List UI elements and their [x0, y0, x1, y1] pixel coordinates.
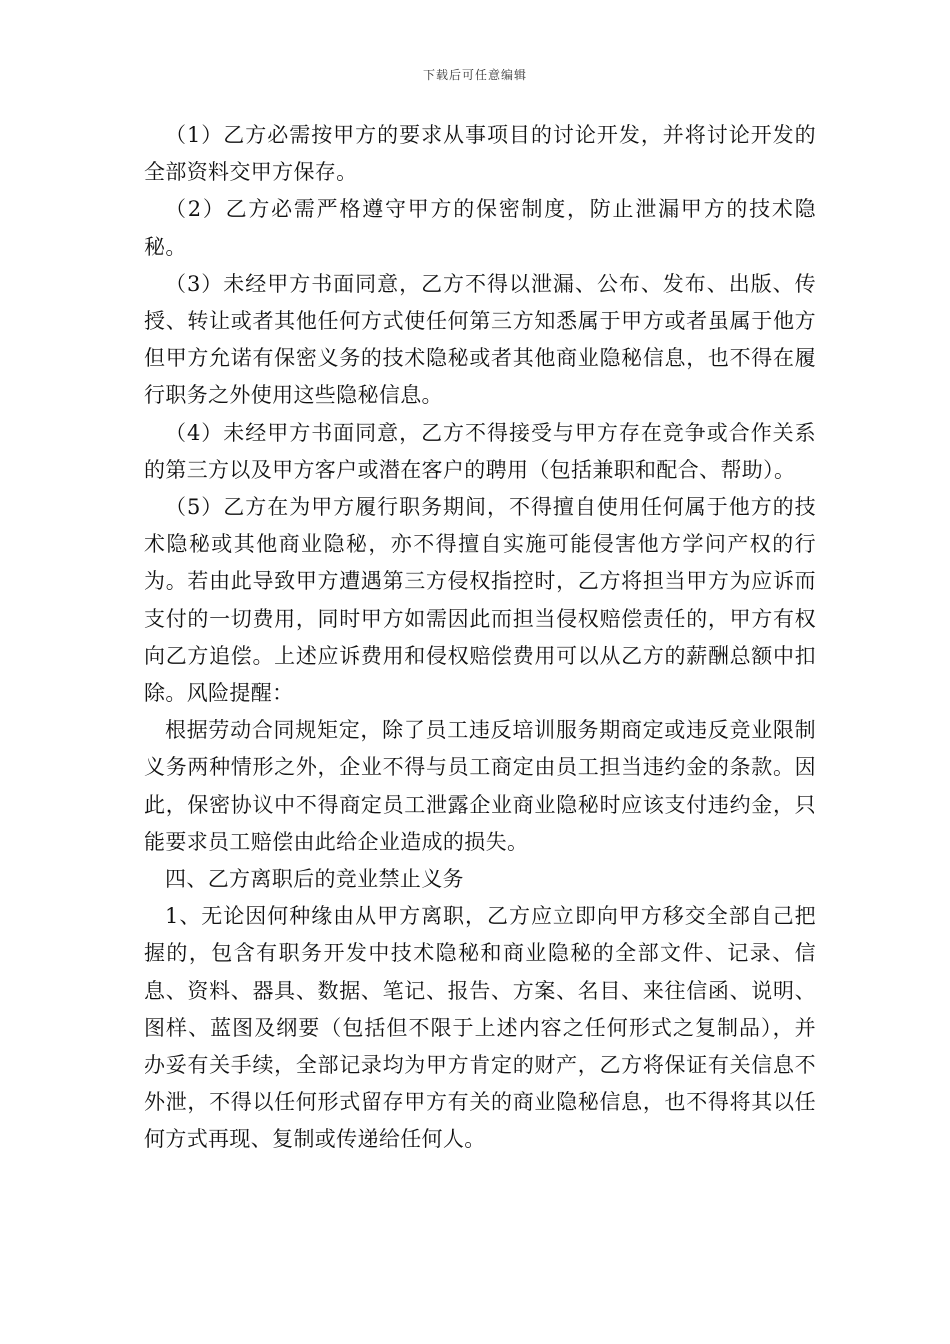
paragraph-clause-2: （2）乙方必需严格遵守甲方的保密制度，防止泄漏甲方的技术隐秘。	[144, 197, 816, 259]
paragraph-risk-note: 根据劳动合同规矩定，除了员工违反培训服务期商定或违反竞业限制义务两种情形之外，企业不得与员工商定由员工担当违约金的条款。因此，保密协议中不得商定员工泄露企业商业隐秘时应该支付违约金，只能要求员工赔偿由此给企业造成的损失。	[144, 718, 816, 854]
paragraph-clause-1: （1）乙方必需按甲方的要求从事项目的讨论开发，并将讨论开发的全部资料交甲方保存。	[144, 123, 816, 185]
section-heading-4: 四、乙方离职后的竞业禁止义务	[165, 867, 464, 892]
paragraph-clause-5: （5）乙方在为甲方履行职务期间，不得擅自使用任何属于他方的技术隐秘或其他商业隐秘，亦不得擅自实施可能侵害他方学问产权的行为。若由此导致甲方遭遇第三方侵权指控时，乙方将担当甲方为应诉而支付的一切费用，同时甲方如需因此而担当侵权赔偿责任的，甲方有权向乙方追偿。上述应诉费用和侵权赔偿费用可以从乙方的薪酬总额中扣除。风险提醒：	[144, 495, 816, 706]
paragraph-section4-item-1: 1、无论因何种缘由从甲方离职，乙方应立即向甲方移交全部自己把握的，包含有职务开发中技术隐秘和商业隐秘的全部文件、记录、信息、资料、器具、数据、笔记、报告、方案、名目、来往信函、说明、图样、蓝图及纲要（包括但不限于上述内容之任何形式之复制品），并办妥有关手续，全部记录均为甲方肯定的财产，乙方将保证有关信息不外泄，不得以任何形式留存甲方有关的商业隐秘信息，也不得将其以任何方式再现、复制或传递给任何人。	[144, 904, 816, 1152]
paragraph-clause-4: （4）未经甲方书面同意，乙方不得接受与甲方存在竞争或合作关系的第三方以及甲方客户或潜在客户的聘用（包括兼职和配合、帮助）。	[144, 420, 816, 482]
document-body	[144, 117, 816, 1159]
paragraph-clause-3: （3）未经甲方书面同意，乙方不得以泄漏、公布、发布、出版、传授、转让或者其他任何方式使任何第三方知悉属于甲方或者虽属于他方但甲方允诺有保密义务的技术隐秘或者其他商业隐秘信息，也不得在履行职务之外使用这些隐秘信息。	[144, 271, 816, 408]
page-header: 下载后可任意编辑	[422, 68, 527, 82]
